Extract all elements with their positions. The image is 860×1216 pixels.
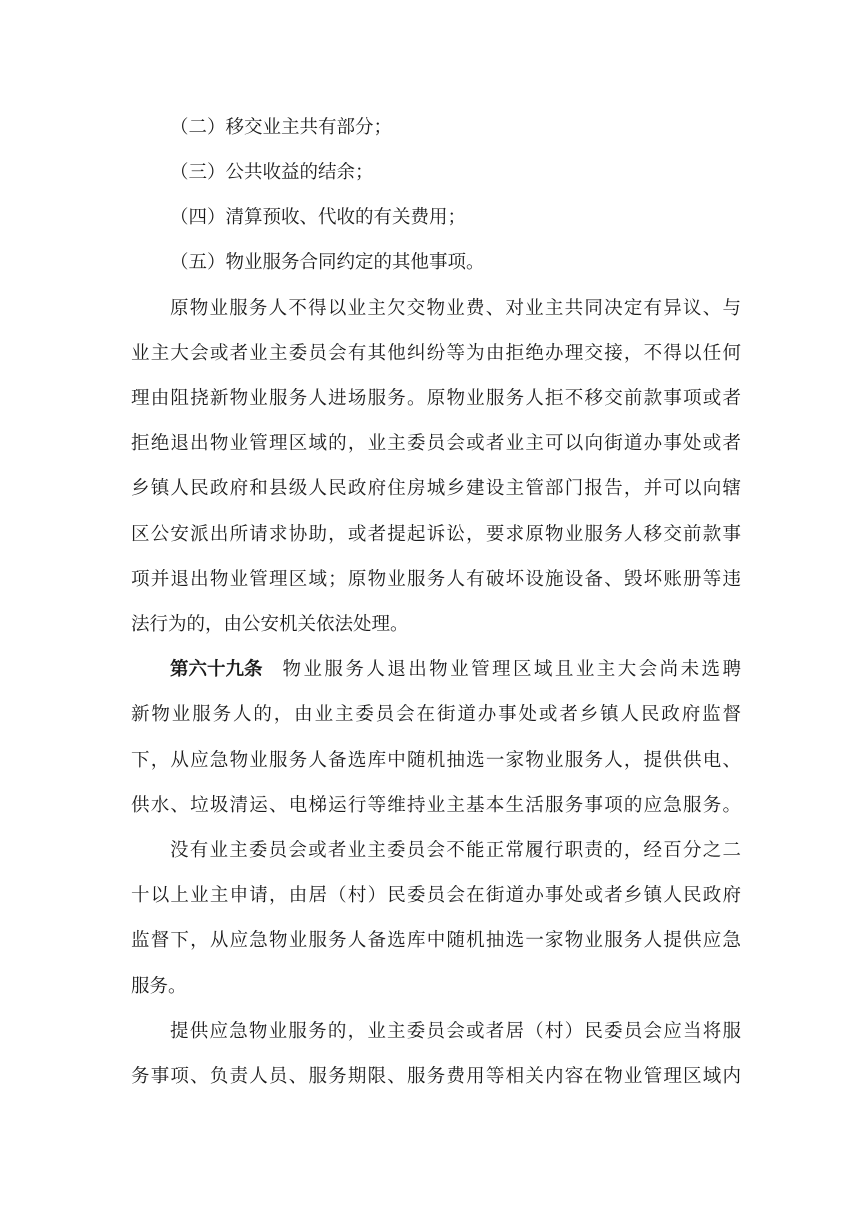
paragraph-line: 理由阻挠新物业服务人进场服务。原物业服务人拒不移交前款事项或者 [131,388,741,409]
paragraph-line: 下，从应急物业服务人备选库中随机抽选一家物业服务人，提供供电、 [131,750,741,771]
paragraph-line: 没有业主委员会或者业主委员会不能正常履行职责的，经百分之二 [170,840,741,861]
paragraph-line: 乡镇人民政府和县级人民政府住房城乡建设主管部门报告，并可以向辖 [131,478,741,499]
paragraph-line: 区公安派出所请求协助，或者提起诉讼，要求原物业服务人移交前款事 [131,524,741,545]
paragraph-line: 供水、垃圾清运、电梯运行等维持业主基本生活服务事项的应急服务。 [131,795,741,816]
list-item: （三）公共收益的结余； [170,162,374,183]
paragraph-line: 原物业服务人不得以业主欠交物业费、对业主共同决定有异议、与 [170,298,741,319]
article-first-line [170,653,741,687]
paragraph-line: 十以上业主申请，由居（村）民委员会在街道办事处或者乡镇人民政府 [131,885,741,906]
paragraph-line: 拒绝退出物业管理区域的，业主委员会或者业主可以向街道办事处或者 [131,433,741,454]
paragraph-line: 提供应急物业服务的，业主委员会或者居（村）民委员会应当将服 [170,1021,741,1042]
list-item: （四）清算预收、代收的有关费用； [170,207,467,228]
paragraph-line: 法行为的，由公安机关依法处理。 [131,614,409,635]
paragraph-line: 服务。 [131,976,187,997]
list-item: （二）移交业主共有部分； [170,117,393,138]
article-heading: 第六十九条 [170,659,263,680]
article-first-text: 物业服务人退出物业管理区域且业主大会尚未选聘 [282,659,741,680]
paragraph-line: 业主大会或者业主委员会有其他纠纷等为由拒绝办理交接，不得以任何 [131,343,741,364]
paragraph-line: 项并退出物业管理区域；原物业服务人有破坏设施设备、毁坏账册等违 [131,569,741,590]
list-item: （五）物业服务合同约定的其他事项。 [170,252,485,273]
paragraph-line: 新物业服务人的，由业主委员会在街道办事处或者乡镇人民政府监督 [131,704,741,725]
paragraph-line: 务事项、负责人员、服务期限、服务费用等相关内容在物业管理区域内 [131,1066,741,1087]
paragraph-line: 监督下，从应急物业服务人备选库中随机抽选一家物业服务人提供应急 [131,930,741,951]
